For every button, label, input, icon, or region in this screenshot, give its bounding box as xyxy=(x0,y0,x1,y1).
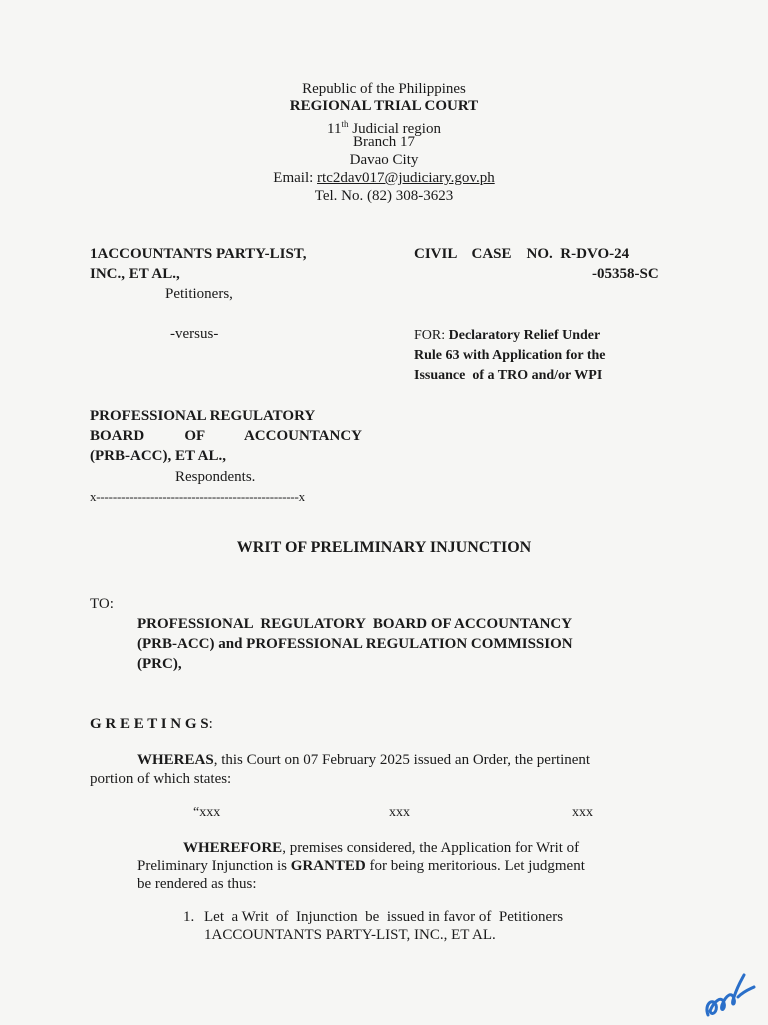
item1-line2: 1ACCOUNTANTS PARTY-LIST, INC., ET AL. xyxy=(204,927,496,943)
nature-line2: Rule 63 with Application for the xyxy=(414,348,606,363)
wherefore-text: , premises considered, the Application for Writ of xyxy=(282,840,580,856)
whereas-text: , this Court on 07 February 2025 issued an Order, the pertinent xyxy=(213,752,591,768)
wherefore-text-b: for being meritorious. Let judgment xyxy=(365,858,585,874)
granted-word: GRANTED xyxy=(290,858,366,874)
addressee-line3: (PRC), xyxy=(137,656,182,672)
court-email-link[interactable]: rtc2dav017@judiciary.gov.ph xyxy=(317,170,495,186)
document-title: WRIT OF PRELIMINARY INJUNCTION xyxy=(236,539,532,556)
whereas-line2: portion of which states: xyxy=(90,771,232,787)
petitioners-label: Petitioners, xyxy=(165,286,233,302)
court-telephone: Tel. No. (82) 308-3623 xyxy=(314,188,454,204)
court-branch: Branch 17 xyxy=(352,134,416,150)
wherefore-line1 xyxy=(183,838,579,858)
to-label: TO: xyxy=(90,596,114,612)
petitioner-name-line2: INC., ET AL., xyxy=(90,266,180,282)
versus-label: -versus- xyxy=(170,326,219,342)
respondent-name-line1: PROFESSIONAL REGULATORY xyxy=(90,408,316,424)
wherefore-text-a: Preliminary Injunction is xyxy=(137,858,291,874)
court-republic: Republic of the Philippines xyxy=(302,81,466,97)
region-suffix: th xyxy=(341,119,349,129)
region-number: 11 xyxy=(327,121,342,137)
respondents-label: Respondents. xyxy=(175,469,256,485)
wherefore-line2 xyxy=(137,856,585,876)
wherefore-lead: WHEREFORE xyxy=(183,840,283,856)
ellipsis-marker-2: xxx xyxy=(389,805,410,820)
respondent-name-line2: BOARD OF ACCOUNTANCY xyxy=(90,428,362,444)
nature-line1: Declaratory Relief Under xyxy=(448,328,601,343)
ellipsis-marker-1: “xxx xyxy=(193,805,221,820)
greetings-heading xyxy=(90,714,213,734)
region-text: Judicial region xyxy=(348,121,441,137)
nature-of-case xyxy=(414,326,600,346)
nature-line3: Issuance of a TRO and/or WPI xyxy=(414,368,603,383)
greetings-colon: : xyxy=(208,716,213,732)
case-number-line2: -05358-SC xyxy=(592,266,659,282)
court-city: Davao City xyxy=(349,152,419,168)
whereas-lead: WHEREAS xyxy=(137,752,214,768)
addressee-line2: (PRB-ACC) and PROFESSIONAL REGULATION COMMISSION xyxy=(137,636,573,652)
for-label: FOR: xyxy=(414,328,446,343)
case-number-line1: CIVIL CASE NO. R-DVO-24 xyxy=(414,246,630,262)
wherefore-line3: be rendered as thus: xyxy=(137,876,257,892)
greetings-word: G R E E T I N G S xyxy=(90,716,209,732)
handwritten-initials xyxy=(698,935,768,1025)
court-name: REGIONAL TRIAL COURT xyxy=(289,98,479,114)
item1-line1: Let a Writ of Injunction be issued in favor of Petitioners xyxy=(204,909,564,925)
ellipsis-marker-3: xxx xyxy=(572,805,593,820)
petitioner-name-line1: 1ACCOUNTANTS PARTY-LIST, xyxy=(90,246,307,262)
email-label: Email: xyxy=(273,170,318,186)
caption-separator: x-------------------------------------------------x xyxy=(90,489,305,504)
addressee-line1: PROFESSIONAL REGULATORY BOARD OF ACCOUNTANCY xyxy=(137,616,573,632)
court-email-line xyxy=(0,169,768,187)
item1-number: 1. xyxy=(183,909,195,925)
respondent-name-line3: (PRB-ACC), ET AL., xyxy=(90,448,226,464)
whereas-line1 xyxy=(137,750,590,770)
